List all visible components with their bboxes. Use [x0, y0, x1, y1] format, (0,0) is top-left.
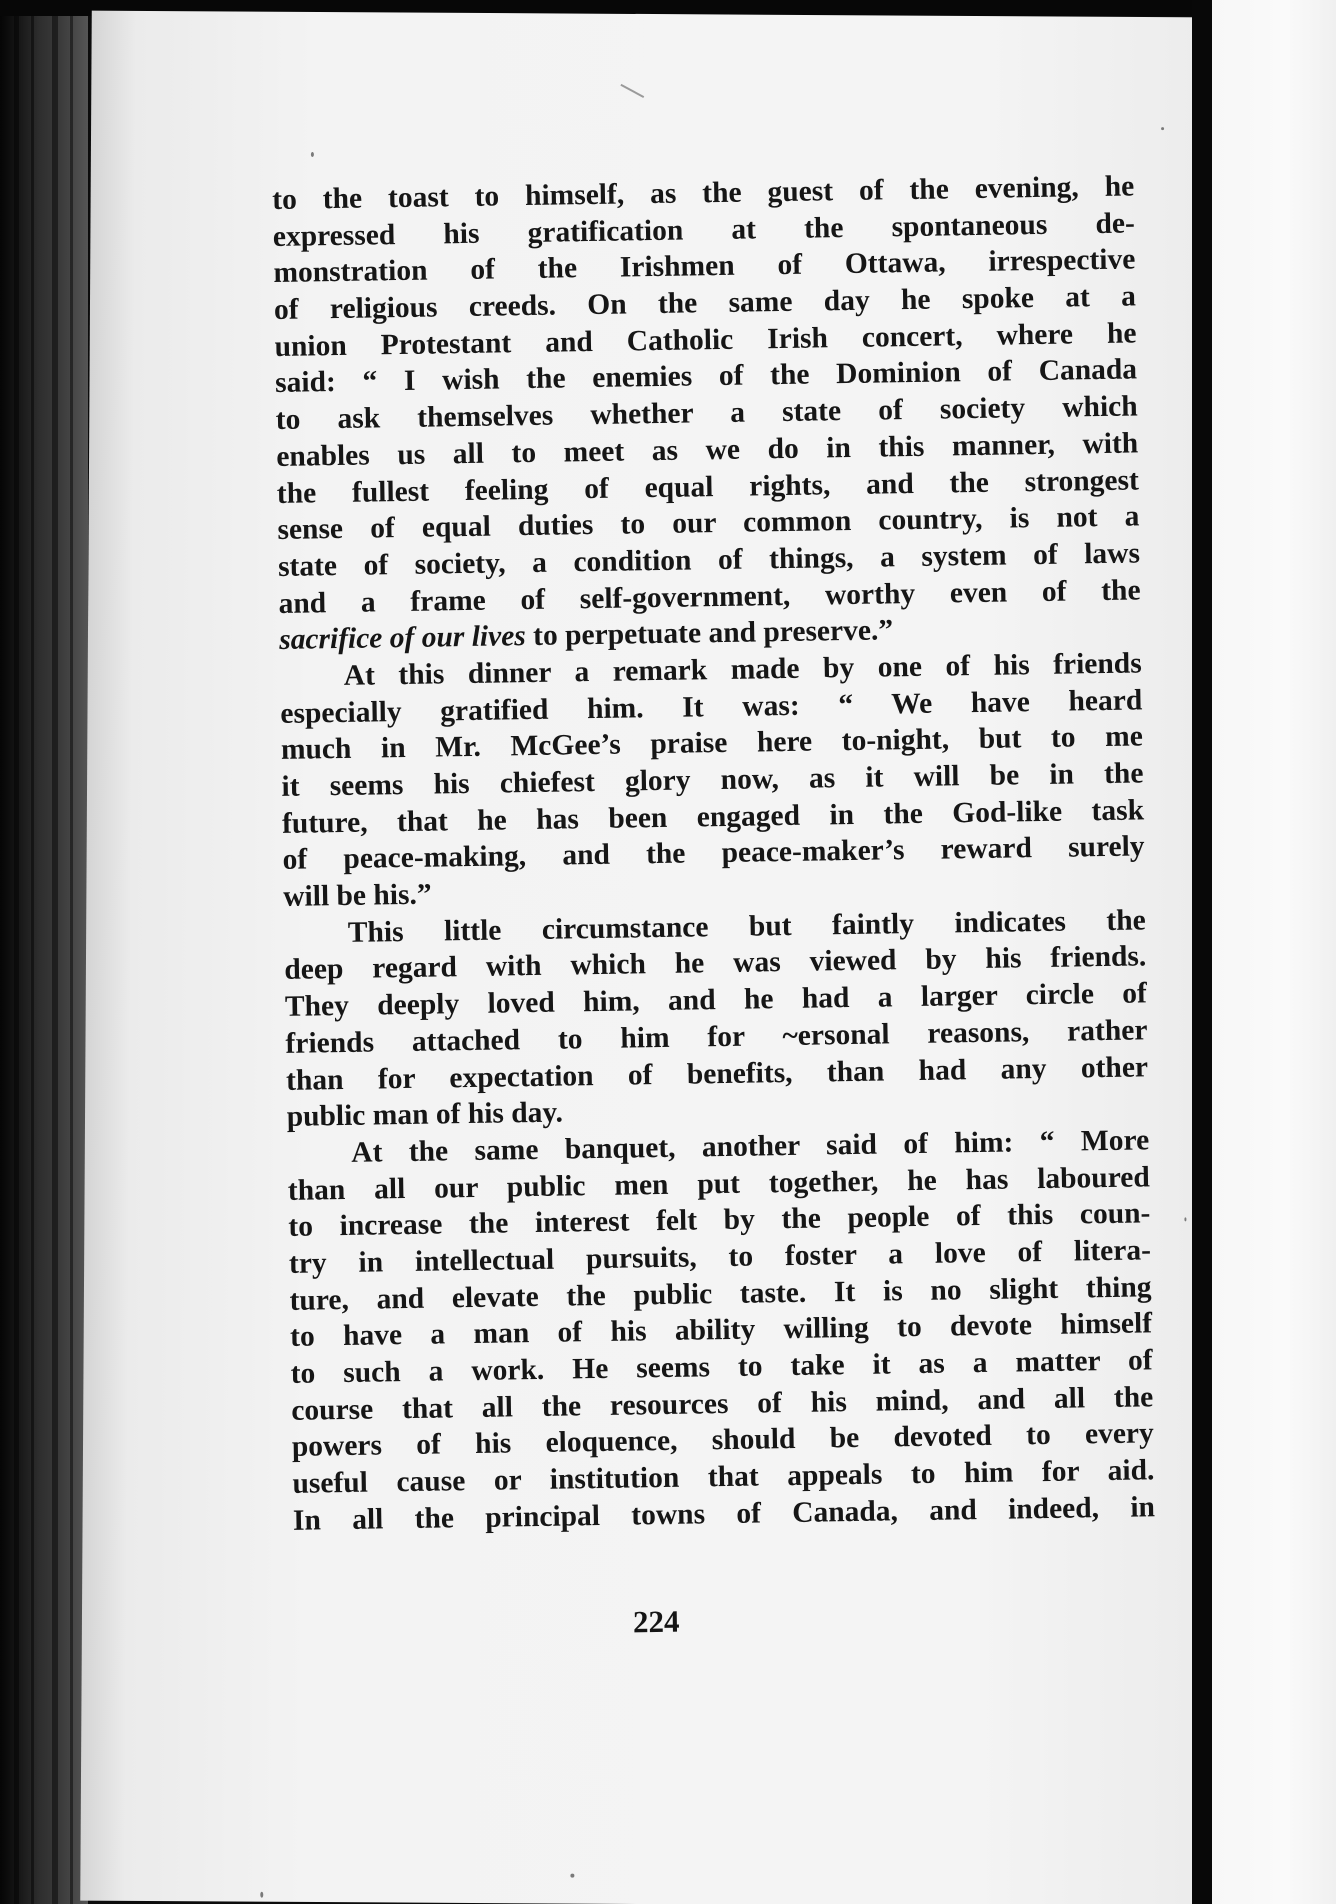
facing-page-edge — [1192, 0, 1212, 1904]
text-line: to such a work. He seems to take it as a matter of — [290, 1344, 1153, 1390]
text-line: enables us all to meet as we do in this manner, with — [276, 427, 1139, 473]
text-line: especially gratified him. It was: “ We have heard — [280, 684, 1143, 730]
text-line: try in intellectual pursuits, to foster a love of litera- — [288, 1234, 1152, 1280]
text-line: union Protestant and Catholic Irish concert, where he — [274, 317, 1137, 363]
text-line: At the same banquet, another said of him: “ More — [351, 1124, 1150, 1169]
text-line: In all the principal towns of Canada, and indeed, in — [292, 1491, 1156, 1537]
text-line: future, that he has been engaged in the God-like task — [281, 794, 1145, 840]
text-line: They deeply loved him, and he had a larger circle of — [284, 977, 1148, 1024]
page-number: 224 — [632, 1603, 680, 1640]
text-line: to ask themselves whether a state of society which — [275, 390, 1138, 437]
book-binding-gutter — [0, 0, 88, 1904]
text-line: monstration of the Irishmen of Ottawa, irrespective — [273, 243, 1136, 290]
text-line: to increase the interest felt by the people of this coun- — [288, 1197, 1151, 1244]
text-line: course that all the resources of his mind, and all the — [291, 1380, 1154, 1427]
text-line: expressed his gratification at the spontaneous de- — [272, 207, 1136, 253]
text-line: ture, and elevate the public taste. It is no slight thing — [289, 1270, 1152, 1317]
text-line: than for expectation of benefits, than had any other — [285, 1050, 1149, 1097]
text-line: to the toast to himself, as the guest of the evening, he — [272, 170, 1135, 216]
text-line: useful cause or institution that appeals to him for aid. — [292, 1454, 1155, 1500]
italic-phrase: sacrifice of our lives — [278, 620, 527, 657]
text-line: public man of his day. — [286, 1096, 564, 1134]
scan-margin — [1212, 0, 1336, 1904]
text-line: to have a man of his ability willing to devote himself — [289, 1307, 1153, 1354]
text-line: of religious creeds. On the same day he spoke at a — [273, 280, 1137, 327]
text-line: than all our public men put together, he has laboured — [287, 1160, 1150, 1207]
text-line: deep regard with which he was viewed by his friends. — [284, 940, 1147, 987]
text-line: state of society, a condition of things, a system of laws — [277, 537, 1141, 583]
text-line-rest: to perpetuate and preserve.” — [525, 614, 894, 653]
text-line: and a frame of self-government, worthy even of the — [278, 573, 1141, 620]
text-line: it seems his chiefest glory now, as it will be in the — [281, 757, 1144, 803]
text-line: sense of equal duties to our common country, is not a — [277, 500, 1140, 547]
text-line: the fullest feeling of equal rights, and the strongest — [276, 463, 1140, 510]
text-line: powers of his eloquence, should be devoted to every — [291, 1417, 1155, 1464]
text-line: of peace-making, and the peace-maker’s reward surely — [282, 830, 1145, 877]
text-line: At this dinner a remark made by one of his friends — [343, 647, 1142, 692]
text-line: friends attached to him for ~ersonal reasons, rather — [285, 1014, 1148, 1060]
page-text — [272, 168, 1155, 1539]
text-line: will be his.” — [282, 878, 432, 913]
text-line: said: “ I wish the enemies of the Dominion of Canada — [274, 353, 1138, 400]
text-line: much in Mr. McGee’s praise here to-night, but to me — [280, 720, 1144, 767]
text-line: This little circumstance but faintly indicates the — [347, 904, 1146, 949]
